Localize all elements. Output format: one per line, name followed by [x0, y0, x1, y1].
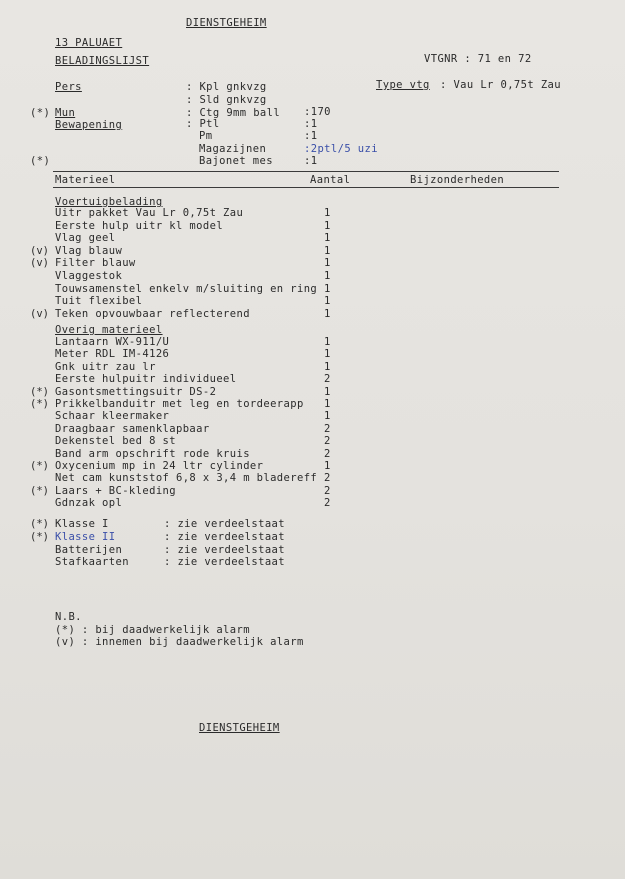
vehicle-item-row: [0, 207, 625, 219]
other-item-row: [0, 361, 625, 373]
mun-label: Mun: [55, 107, 76, 119]
row-name: Vlaggestok: [55, 270, 123, 282]
row-value: : zie verdeelstaat: [164, 530, 285, 543]
row-qty: 2: [324, 497, 331, 510]
row-name: Touwsamenstel enkelv m/sluiting en ring: [55, 282, 318, 295]
row-name: Uitr pakket Vau Lr 0,75t Zau: [55, 207, 244, 219]
other-item-row: [0, 336, 625, 348]
unit-title: 13 PALUAET: [55, 37, 123, 49]
weapon-qty-4: :1: [304, 155, 318, 167]
row-qty: 1: [324, 336, 331, 348]
col-bijzonderheden: Bijzonderheden: [410, 174, 505, 186]
vehicle-item-row: [0, 295, 625, 307]
row-qty: 1: [324, 232, 331, 245]
row-name: Schaar kleermaker: [55, 410, 170, 423]
row-name: Oxycenium mp in 24 ltr cylinder: [55, 460, 264, 472]
row-name: Stafkaarten: [55, 556, 129, 569]
row-qty: 1: [324, 295, 331, 308]
row-qty: 2: [324, 447, 331, 460]
row-qty: 1: [324, 307, 331, 320]
vehicle-section-title: Voertuigbelading: [55, 196, 163, 208]
row-name: Klasse I: [55, 518, 109, 530]
row-marker: (*): [30, 518, 49, 530]
row-name: Gnk uitr zau lr: [55, 360, 156, 373]
col-aantal: Aantal: [310, 174, 351, 186]
weapon-name-1: : Ptl: [186, 118, 220, 130]
row-name: Gasontsmettingsuitr DS-2: [55, 385, 217, 398]
weapons-label: Bewapening: [55, 119, 123, 131]
notes-title: N.B.: [55, 611, 82, 623]
row-marker: (v): [30, 257, 49, 270]
note-line-1: (*) : bij daadwerkelijk alarm: [55, 624, 250, 636]
row-marker: (*): [30, 530, 49, 543]
list-title: BELADINGSLIJST: [55, 55, 150, 67]
other-item-row: [0, 373, 625, 385]
weapon-name-3: Magazijnen: [199, 143, 267, 155]
row-qty: 1: [324, 282, 331, 295]
row-name: Meter RDL IM-4126: [55, 348, 170, 361]
row-marker: (v): [30, 244, 49, 257]
row-name: Dekenstel bed 8 st: [55, 435, 176, 448]
classification-top: DIENSTGEHEIM: [186, 17, 267, 29]
row-name: Lantaarn WX-911/U: [55, 336, 170, 348]
row-qty: 1: [324, 360, 331, 373]
row-qty: 2: [324, 435, 331, 448]
other-item-row: [0, 472, 625, 484]
pers-item-1: : Kpl gnkvzg: [186, 81, 267, 93]
row-value: : zie verdeelstaat: [164, 518, 285, 530]
other-item-row: [0, 423, 625, 435]
vehicle-item-row: [0, 257, 625, 269]
weapon-name-4: Bajonet mes: [199, 155, 273, 167]
weapon-qty-2: :1: [304, 130, 318, 142]
class-row: [0, 556, 625, 568]
vtgnr: VTGNR : 71 en 72: [424, 53, 532, 65]
row-qty: 2: [324, 472, 331, 485]
vehicle-item-row: [0, 220, 625, 232]
row-name: Teken opvouwbaar reflecterend: [55, 307, 250, 320]
row-qty: 1: [324, 348, 331, 361]
row-name: Prikkelbanduitr met leg en tordeerapp: [55, 398, 304, 410]
row-name: Draagbaar samenklapbaar: [55, 422, 210, 435]
row-qty: 1: [324, 257, 331, 270]
row-value: : zie verdeelstaat: [164, 543, 285, 556]
row-name: Filter blauw: [55, 257, 136, 270]
row-marker: (*): [30, 460, 49, 472]
mun-item: : Ctg 9mm ball: [186, 107, 281, 119]
row-marker: (*): [30, 484, 49, 497]
other-item-row: [0, 435, 625, 447]
pers-label: Pers: [55, 81, 82, 93]
vehicle-item-row: [0, 245, 625, 257]
type-value: : Vau Lr 0,75t Zau: [440, 79, 561, 91]
pers-item-2: : Sld gnkvzg: [186, 94, 267, 106]
other-item-row: [0, 448, 625, 460]
row-qty: 1: [324, 410, 331, 423]
weapon-name-2: Pm: [199, 130, 213, 142]
row-qty: 1: [324, 385, 331, 398]
row-qty: 1: [324, 270, 331, 282]
other-item-row: [0, 460, 625, 472]
classification-bottom: DIENSTGEHEIM: [199, 722, 280, 734]
row-qty: 1: [324, 207, 331, 219]
mun-marker: (*): [30, 107, 51, 119]
row-marker: (*): [30, 385, 49, 398]
row-qty: 1: [324, 244, 331, 257]
row-name: Eerste hulp uitr kl model: [55, 219, 224, 232]
row-value: : zie verdeelstaat: [164, 556, 285, 569]
weapon-marker-4: (*): [30, 155, 51, 167]
type-label: Type vtg: [376, 79, 430, 91]
row-qty: 1: [324, 460, 331, 472]
mun-qty: :170: [304, 106, 331, 118]
vehicle-item-row: [0, 283, 625, 295]
note-line-2: (v) : innemen bij daadwerkelijk alarm: [55, 636, 304, 648]
other-item-row: [0, 410, 625, 422]
row-marker: (*): [30, 398, 49, 410]
table-header-rule: [53, 187, 559, 188]
row-name: Vlag blauw: [55, 244, 123, 257]
class-row: [0, 544, 625, 556]
weapon-qty-1: :1: [304, 118, 318, 130]
row-name: Laars + BC-kleding: [55, 484, 176, 497]
col-materieel: Materieel: [55, 174, 116, 186]
other-item-row: [0, 485, 625, 497]
class-row: [0, 531, 625, 543]
other-item-row: [0, 398, 625, 410]
row-name: Tuit flexibel: [55, 295, 143, 308]
vehicle-item-row: [0, 308, 625, 320]
other-section-title: Overig materieel: [55, 324, 163, 336]
row-name: Eerste hulpuitr individueel: [55, 373, 237, 386]
row-name: Klasse II: [55, 530, 116, 543]
other-item-row: [0, 497, 625, 509]
row-name: Net cam kunststof 6,8 x 3,4 m bladereff: [55, 472, 318, 485]
weapon-qty-3: :2ptl/5 uzi: [304, 143, 378, 155]
vehicle-item-row: [0, 232, 625, 244]
row-name: Band arm opschrift rode kruis: [55, 447, 250, 460]
row-marker: (v): [30, 307, 49, 320]
row-qty: 1: [324, 398, 331, 410]
row-qty: 2: [324, 484, 331, 497]
row-qty: 1: [324, 219, 331, 232]
vehicle-item-row: [0, 270, 625, 282]
table-top-rule: [53, 171, 559, 172]
row-name: Gdnzak opl: [55, 497, 123, 510]
row-qty: 2: [324, 373, 331, 386]
row-name: Batterijen: [55, 543, 123, 556]
other-item-row: [0, 348, 625, 360]
class-row: [0, 518, 625, 530]
other-item-row: [0, 386, 625, 398]
row-qty: 2: [324, 422, 331, 435]
row-name: Vlag geel: [55, 232, 116, 245]
